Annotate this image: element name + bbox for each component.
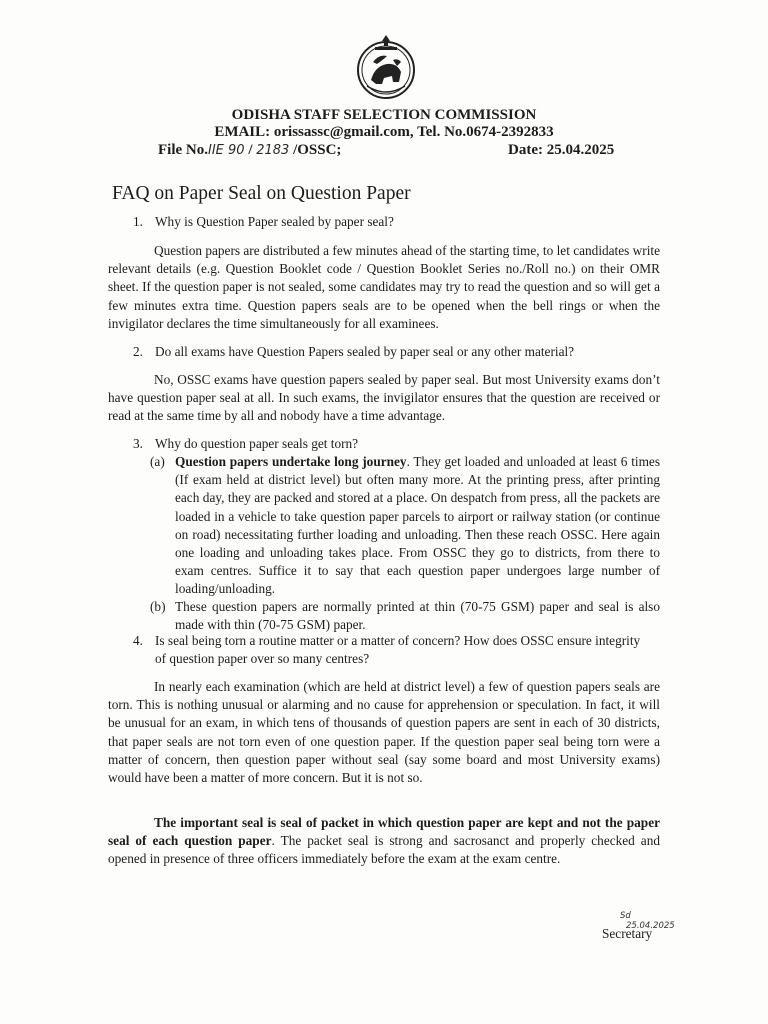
closing-text: . The packet seal is strong and sacrosanct and properly checked and opened in presence of three officers immediately before the exam at the exam centre. — [108, 833, 661, 867]
question-2 — [133, 343, 643, 361]
signatory-role: Secretary — [602, 926, 653, 941]
contact-line: EMAIL: orissassc@gmail.com, Tel. No.0674-2392833 — [214, 124, 554, 140]
file-serial-handwritten: 2183 — [256, 143, 290, 158]
signature-mark: Sd — [620, 911, 631, 921]
file-line — [158, 141, 628, 160]
answer-2: No, OSSC exams have question papers sealed by paper seal. But most University exams don’t have question paper seal at all. In such exams, the invigilator ensures that the question are received or read at the same time by all and nobody have a time advantage. — [108, 372, 660, 424]
answer-4: In nearly each examination (which are held at district level) a few of question papers seals are torn. This is nothing unusual or alarming and no cause for apprehension or speculation. In fact, it will be unusual for an exam, in which tens of thousands of question papers are sent in each of 30 districts, that paper seals are not torn even of one question paper. If the question paper seal being torn were a matter of concern, then question paper without seal (say some board and most University exams) would have been a matter of more concern. But it is not so. — [108, 679, 660, 786]
file-prefix: File No. — [158, 142, 208, 158]
answer-3a-emphasis: Question papers undertake long journey — [175, 454, 407, 469]
question-text: Is seal being torn a routine matter or a matter of concern? How does OSSC ensure integrity of question paper over so many centres? — [155, 633, 641, 667]
question-3 — [133, 435, 643, 453]
answer-3b-text: These question papers are normally printed at thin (70-75 GSM) paper and seal is also made with thin (70-75 GSM) paper. — [175, 599, 660, 633]
page-title: FAQ on Paper Seal on Question Paper — [112, 183, 411, 204]
question-number: 3. — [133, 436, 143, 451]
question-number: 1. — [133, 214, 143, 229]
signature-date: 25.04.2025 — [626, 921, 675, 931]
answer-3a-text: . They get loaded and unloaded at least 6 times (If exam held at district level) but often many more. At the printing press, after printing each day, they are packed and stored at a place. On despatch from press, all the packets are loaded in a vehicle to take question paper parcels to airport or railway station (or continue on road) necessitating further loading and unloading. Then these reach OSSC. Here again one loading and unloading takes place. From OSSC they go to districts, from there to exam centres. Suffice it to say that each question paper undergoes large number of loading/unloading. — [175, 454, 661, 597]
question-text: Do all exams have Question Papers sealed by paper seal or any other material? — [155, 344, 575, 359]
question-number: 4. — [133, 633, 143, 648]
question-text: Why do question paper seals get torn? — [155, 436, 359, 451]
org-name: ODISHA STAFF SELECTION COMMISSION — [231, 107, 537, 123]
question-text: Why is Question Paper sealed by paper seal? — [155, 214, 394, 229]
question-1 — [133, 213, 643, 231]
signature-block — [598, 908, 703, 944]
closing-emphasis: The important seal is seal of packet in which question paper are kept and not the paper seal of each question paper — [108, 815, 660, 849]
item-label: (a) — [150, 454, 165, 469]
answer-3b — [150, 598, 660, 634]
question-4 — [133, 632, 643, 668]
file-separator: / — [244, 142, 257, 158]
file-suffix: /OSSC; — [289, 142, 342, 158]
answer-1: Question papers are distributed a few minutes ahead of the starting time, to let candidates write relevant details (e.g. Question Booklet code / Question Booklet Series no./Roll no.) on their OMR sheet. If the question paper is not sealed, some candidates may try to read the question and so will get a few minutes extra time. Question papers seals are to be opened when the bell rings or when the invigilator declares the time simultaneously for all examinees. — [108, 243, 660, 331]
odisha-state-emblem — [353, 32, 419, 102]
question-number: 2. — [133, 344, 143, 359]
document-date: Date: 25.04.2025 — [508, 142, 615, 158]
closing-paragraph — [108, 814, 660, 869]
item-label: (b) — [150, 599, 166, 614]
answer-3a — [150, 453, 660, 599]
file-number-handwritten: IIE 90 — [208, 143, 245, 158]
